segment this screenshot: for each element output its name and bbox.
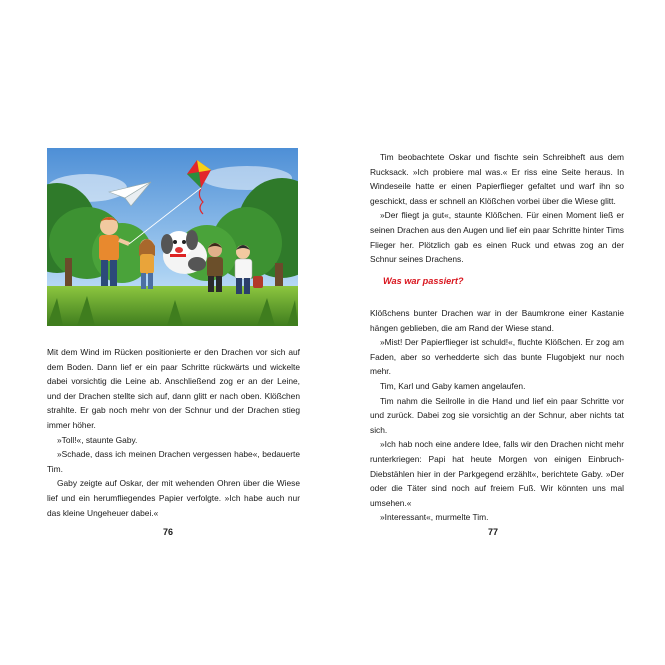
right-page-text-top [370, 150, 624, 267]
illustration-svg [47, 148, 298, 326]
paragraph: »Toll!«, staunte Gaby. [57, 434, 138, 445]
paragraph: »Mist! Der Papierflieger ist schuld!«, fluchte Klößchen. Er zog am Faden, aber so verhedderte sich das bunte Flugobjekt nur noch mehr. [370, 337, 624, 377]
paragraph: »Schade, dass ich meinen Drachen vergessen habe«, bedauerte Tim. [47, 449, 300, 474]
paragraph: »Ich hab noch eine andere Idee, falls wir den Drachen nicht mehr runterkriegen: Papi hat heute Morgen von einigen Einbruch-Diebstählen hier in der Parkgegend erzählt«, berichtete Gaby. »Der oder die Täter sind noch auf freiem Fuß. Wir könnten uns mal umsehen.« [370, 439, 624, 508]
paragraph: »Der fliegt ja gut«, staunte Klößchen. Für einen Moment ließ er seinen Drachen aus den Augen und lief ein paar Schritte hinter Tims Flieger her. Plötzlich gab es einen Ruck und etwas zog an der Schnur seines Drachens. [370, 210, 624, 265]
page-number-left: 76 [163, 527, 174, 537]
paragraph: Klößchens bunter Drachen war in der Baumkrone einer Kastanie hängen geblieben, die am Rand der Wiese stand. [370, 308, 624, 333]
paragraph: Gaby zeigte auf Oskar, der mit wehenden Ohren über die Wiese lief und ein herumfliegendes Papier verfolgte. »Ich habe auch nur das kleine Ungeheuer dabei.« [47, 478, 300, 518]
paragraph: Tim, Karl und Gaby kamen angelaufen. [380, 380, 526, 391]
left-page-text [47, 345, 300, 520]
paragraph: Mit dem Wind im Rücken positionierte er den Drachen vor sich auf dem Boden. Dann lief er ein paar Schritte rückwärts und wickelte dabei vorsichtig die Leine ab. Anschließend zog er an der Leine, und der Drachen stellte sich auf, dann glitt er nach oben. Klößchen strahlte. Er gab noch mehr von der Schnur und der Drachen stieg immer höher. [47, 347, 300, 430]
section-heading: Was war passiert? [383, 276, 464, 286]
page-number-right: 77 [488, 527, 499, 537]
paragraph: Tim nahm die Seilrolle in die Hand und lief ein paar Schritte vor und zurück. Dabei zog sie vorsichtig an der Schnur, aber nichts tat sich. [370, 395, 624, 435]
right-page [333, 0, 665, 665]
right-page-text-bottom [370, 306, 624, 525]
left-page [0, 0, 332, 665]
paragraph: »Interessant«, murmelte Tim. [380, 512, 489, 523]
paragraph: Tim beobachtete Oskar und fischte sein Schreibheft aus dem Rucksack. »Ich probiere mal was.« Er riss eine Seite heraus. In Windeseile hatte er einen Papierflieger gefaltet und warf ihn so geschickt, dass er schnell an Klößchen vorbei über die Wiese glitt. [370, 152, 624, 206]
kite-illustration [47, 148, 298, 326]
